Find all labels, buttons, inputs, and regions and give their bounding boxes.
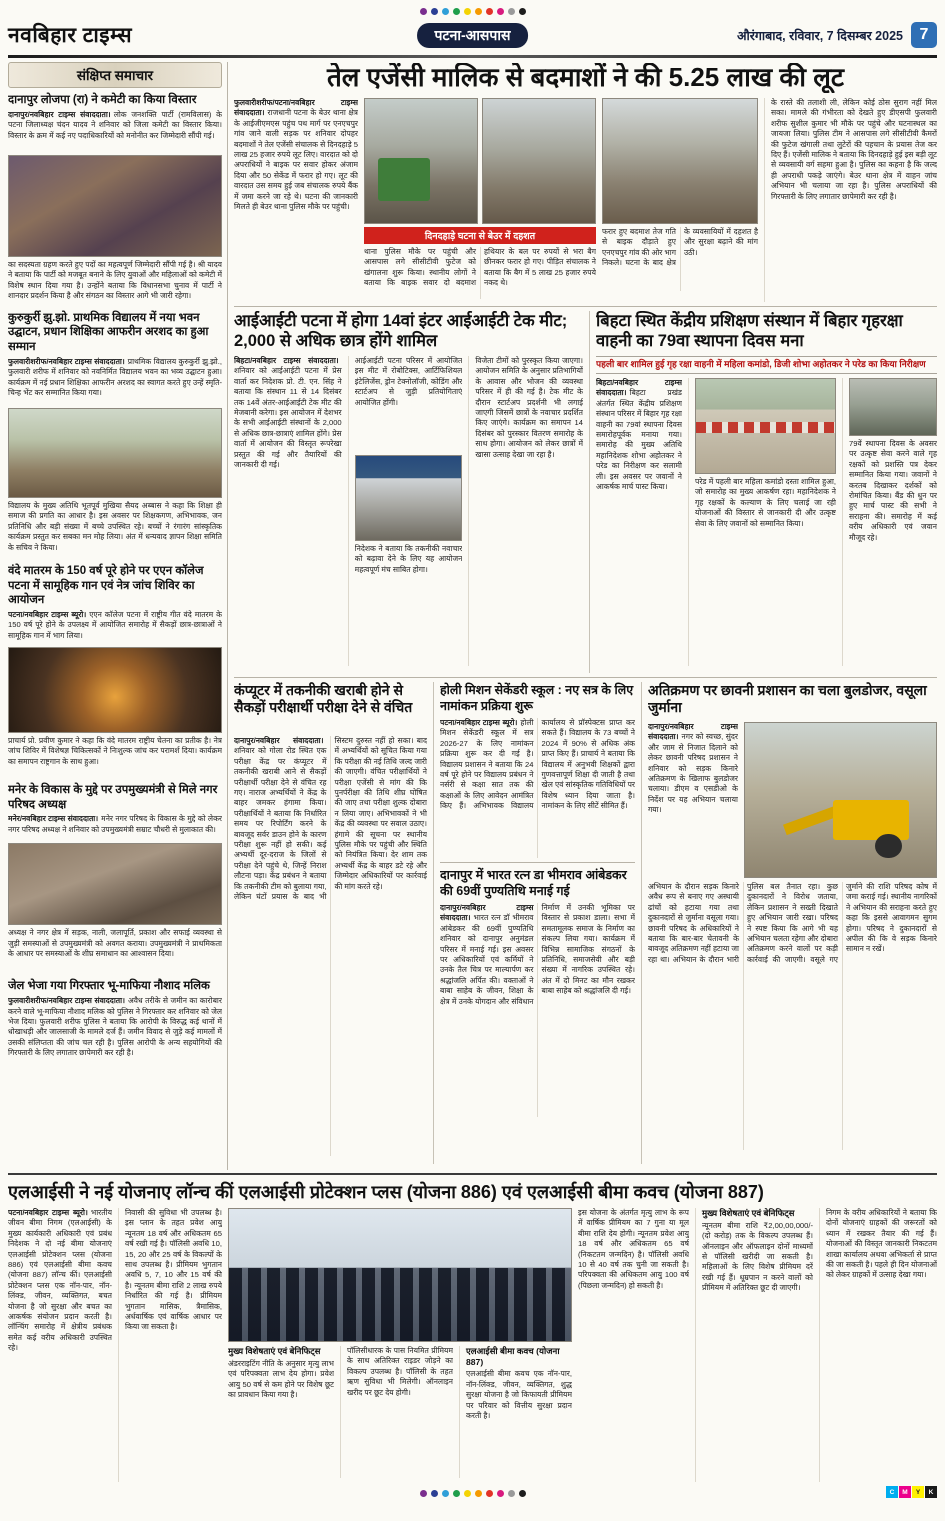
- article-computer-exam-failure: [234, 682, 434, 1164]
- lic-photo-block: [228, 1208, 572, 1482]
- photo-lamp-lighting: [8, 647, 222, 733]
- registration-dots-top: [8, 5, 937, 17]
- paper-name: नवबिहार टाइम्स: [8, 24, 133, 47]
- holi-body: पटना/नवबिहार टाइम्स ब्यूरो। होली मिशन सेकेंडरी स्कूल में सत्र 2026-27 के लिए नामांकन प्रक्रिया शुरू कर दी गई है। विद्यालय प्रशासन ने बताया कि 24 वर्ष पूरे होने पर विद्यालय प्रबंधन ने नर्सरी से कक्षा सात तक की कक्षाओं के लिए आवेदन आमंत्रित किए हैं। अभिभावक विद्यालय कार्यालय से प्रॉस्पेक्टस प्राप्त कर सकते हैं। विद्यालय के 73 बच्चों ने 2024 में 90% से अधिक अंक प्राप्त किए हैं। प्राचार्य ने बताया कि विद्यालय में अनुभवी शिक्षकों द्वारा गुणवत्तापूर्ण शिक्षा दी जाती है तथा खेल एवं सांस्कृतिक गतिविधियों पर विशेष ध्यान दिया जाता है। नामांकन के लिए सीटें सीमित हैं।: [440, 717, 635, 811]
- color-dot: [497, 8, 504, 15]
- article-bulldozer-encroachment: [642, 682, 937, 1164]
- masthead: [8, 17, 937, 53]
- lic-right-column-2: [695, 1208, 813, 1482]
- lic-mini-text: पॉलिसीधारक के पास नियमित प्रीमियम के साथ अतिरिक्त राइडर जोड़ने का विकल्प उपलब्ध है। पॉलिसी के तहत ऋण सुविधा भी मिलेगी। ऑनलाइन खरीद पर छूट देय होगी।: [347, 1346, 453, 1397]
- brief-body: दानापुर/नवबिहार टाइम्स संवाददाता। लोक जनशक्ति पार्टी (रामविलास) के पटना जिलाध्यक्ष चंदन यादव ने शनिवार को जिला कमेटी का विस्तार किया। विस्तार के क्रम में कई नए पदाधिकारियों को मनोनीत कर जिम्मेदारी सौंपी गई।: [8, 109, 222, 140]
- brief-news-column: [8, 62, 228, 1170]
- cmyk-black-square: K: [925, 1486, 937, 1498]
- photo-school-building: [8, 408, 222, 498]
- photo-meeting: [8, 843, 222, 925]
- lead-photo-block: [364, 98, 596, 302]
- lic-subhead: एलआईसी बीमा कवच (योजना 887): [466, 1346, 560, 1367]
- masthead-rule: [8, 55, 937, 58]
- photo-dg-officer: [849, 378, 937, 436]
- brief-headline: कुरुकुर्री झु.झो. प्राथमिक विद्यालय में नया भवन उद्घाटन, प्रधान शिक्षिका आफरीन अरशद का हुआ सम्मान: [8, 311, 209, 354]
- lic-right-text: न्यूनतम बीमा राशि ₹2,00,00,000/- (दो करोड़) तक के विकल्प उपलब्ध हैं। ऑनलाइन और ऑफलाइन दोनों माध्यमों से पॉलिसी खरीदी जा सकती है। महिलाओं के लिए विशेष प्रीमियम दरें रखी गई हैं। धूम्रपान न करने वालों को प्रीमियम में अतिरिक्त छूट दी जाएगी।: [702, 1220, 813, 1293]
- lead-photo-block-right: [602, 98, 758, 302]
- brief-body: मनेर/नवबिहार टाइम्स संवाददाता। मनेर नगर परिषद के विकास के मुद्दे को लेकर नगर परिषद अध्यक्ष ने शनिवार को उपमुख्यमंत्री सम्राट चौधरी से मुलाकात की।: [8, 814, 222, 834]
- photo-loot-scene-1: [364, 98, 478, 224]
- photo-caption-red: दिनदहाड़े घटना से बेउर में दहशत: [364, 227, 596, 244]
- page-footer: [8, 1484, 937, 1502]
- bulldozer-body-shape: [833, 800, 909, 840]
- brief-news-header: संक्षिप्त समाचार: [8, 62, 222, 88]
- homeguard-headline: बिहटा स्थित केंद्रीय प्रशिक्षण संस्थान में बिहार गृहरक्षा वाहनी का 79वा स्थापना दिवस मना: [596, 311, 903, 351]
- holi-headline: होली मिशन सेकेंडरी स्कूल : नए सत्र के लिए नामांकन प्रक्रिया शुरू: [440, 682, 634, 714]
- lead-text-under-photos: थाना पुलिस मौके पर पहुंची और आसपास लगे सीसीटीवी फुटेज को खंगालना शुरू किया। स्थानीय लोगों ने बताया कि बाइक सवार दो बदमाश हथियार के बल पर रुपयों से भरा बैग छीनकर फरार हो गए। पीड़ित संचालक ने बताया कि बैग में 5 लाख 25 हजार रुपये नकद थे।: [364, 246, 596, 288]
- lic-mini-column-3: [459, 1346, 572, 1478]
- photo-press-conference: [355, 455, 463, 541]
- brief-article-land-mafia: [8, 979, 222, 1100]
- lead-story: [234, 98, 937, 302]
- article-iit-tech-meet: [234, 311, 590, 673]
- brief-article-lojpa: [8, 93, 222, 306]
- lic-column-1: पटना/नवबिहार टाइम्स ब्यूरो। भारतीय जीवन बीमा निगम (एलआईसी) के मुख्य कार्यकारी अधिकारी एवं प्रबंध निदेशक ने दो नई बीमा योजनाएं एलआईसी प्रोटेक्शन प्लस (योजना 886) एवं एलआईसी बीमा कवच (योजना 887) लॉन्च कीं। एलआईसी प्रोटेक्शन प्लस एक नॉन-पार, नॉन-लिंक्ड, जीवन, व्यक्तिगत, बचत योजना है जो सुरक्षा और बचत का आकर्षक संयोजन प्रदान करती है। लॉन्चिंग समारोह में क्षेत्रीय प्रबंधक समेत कई वरीय अधिकारी उपस्थित रहे।: [8, 1208, 112, 1353]
- color-dot: [486, 1490, 493, 1497]
- brief-headline: मनेर के विकास के मुद्दे पर उपमुख्यमंत्री से मिले नगर परिषद अध्यक्ष: [8, 784, 218, 811]
- iit-column-1: बिहटा/नवबिहार टाइम्स संवाददाता।शनिवार को आईआईटी पटना में प्रेस वार्ता कर निदेशक प्रो. टी. एन. सिंह ने बताया कि संस्थान 11 से 14 दिसंबर तक 14वें अंतर-आईआईटी टेक मीट की मेजबानी करेगा। इस आयोजन में देशभर के सभी आईआईटी संस्थानों के 2,000 से अधिक छात्र-छात्राएं शामिल होंगे। प्रेस वार्ता में आयोजन की विस्तृत रूपरेखा प्रस्तुत की गई और तैयारियों की जानकारी दी गई।: [234, 355, 342, 469]
- brief-body: फुलवारीशरीफ/नवबिहार टाइम्स संवाददाता। प्राथमिक विद्यालय कुरुकुर्री झु.झो., फुलवारी शरीफ में शनिवार को नवनिर्मित विद्यालय भवन का भव्य उद्घाटन हुआ। कार्यक्रम में नई प्रधान शिक्षिका आफरीन अरशद का स्वागत करते हुए उन्हें स्मृति-चिन्ह भेंट कर सम्मानित किया गया।: [8, 356, 222, 398]
- color-dot: [420, 8, 427, 15]
- bulldozer-body-text: अभियान के दौरान सड़क किनारे अवैध रूप से बनाए गए अस्थायी ढांचों को हटाया गया तथा दुकानदारों से जुर्माना वसूला गया। छावनी परिषद के अधिकारियों ने बताया कि बार-बार चेतावनी के बावजूद अतिक्रमण नहीं हटाया जा रहा था। अभियान के दौरान भारी पुलिस बल तैनात रहा। कुछ दुकानदारों ने विरोध जताया, लेकिन प्रशासन ने सख्ती दिखाते हुए अभियान जारी रखा। परिषद ने स्पष्ट किया कि आगे भी यह अभियान चलता रहेगा और दोबारा अतिक्रमण करने वालों पर कड़ी कार्रवाई की जाएगी। वसूले गए जुर्माने की राशि परिषद कोष में जमा कराई गई। स्थानीय नागरिकों ने अभियान की सराहना करते हुए कहा कि इससे आवागमन सुगम होगा। परिषद ने दुकानदारों से अपील की कि वे सड़क किनारे सामान न रखें।: [648, 881, 937, 964]
- iit-text-above-photo: आईआईटी पटना परिसर में आयोजित इस मीट में रोबोटिक्स, आर्टिफिशियल इंटेलिजेंस, ड्रोन टेक्नोलॉजी, कोडिंग और स्टार्टअप से जुड़ी प्रतियोगिताएं आयोजित होंगी।: [354, 355, 463, 407]
- third-row: [234, 682, 937, 1164]
- main-news-area: [228, 62, 937, 1170]
- date-line: औरंगाबाद, रविवार, 7 दिसम्बर 2025: [736, 28, 903, 43]
- cmyk-yellow-square: Y: [912, 1486, 924, 1498]
- section-badge: पटना-आसपास: [417, 23, 529, 48]
- brief-headline: वंदे मातरम के 150 वर्ष पूरे होने पर एएन कॉलेज पटना में सामूहिक गान एवं नेत्र जांच शिविर का आयोजन: [8, 564, 204, 607]
- color-dot: [475, 1490, 482, 1497]
- middle-column: [434, 682, 642, 1164]
- computer-body: दानापुर/नवबिहार संवाददाता।शनिवार को गोला रोड स्थित एक परीक्षा केंद्र पर कंप्यूटर में तकनीकी खराबी आने से सैकड़ों परीक्षार्थी परीक्षा देने से वंचित रह गए। नाराज अभ्यर्थियों ने केंद्र के बाहर जमकर हंगामा किया। परीक्षार्थियों ने बताया कि निर्धारित समय पर रिपोर्टिंग करने के बावजूद सर्वर डाउन होने के कारण परीक्षा शुरू नहीं हो सकी। कई अभ्यर्थी दूर-दराज के जिलों से परीक्षा देने पहुंचे थे, जिन्हें निराश लौटना पड़ा। केंद्र प्रबंधन ने बताया कि तकनीकी टीम को बुलाया गया, लेकिन घंटों प्रयास के बाद भी सिस्टम दुरुस्त नहीं हो सका। बाद में अभ्यर्थियों को सूचित किया गया कि परीक्षा की नई तिथि जल्द जारी की जाएगी। वंचित परीक्षार्थियों ने परीक्षा एजेंसी से मांग की कि पुनर्परीक्षा की तिथि शीघ्र घोषित की जाए तथा परीक्षा शुल्क दोबारा न लिया जाए। अभिभावकों ने भी केंद्र की व्यवस्था पर सवाल उठाए। हंगामे की सूचना पर स्थानीय पुलिस मौके पर पहुंची और स्थिति को नियंत्रित किया। देर शाम तक अभ्यर्थी केंद्र के बाहर डटे रहे और जिम्मेदार अधिकारियों पर कार्रवाई की मांग करते रहे।: [234, 735, 427, 901]
- color-dot: [508, 1490, 515, 1497]
- photo-lojpa-committee: [8, 155, 222, 257]
- color-dot: [464, 1490, 471, 1497]
- article-home-guard-anniversary: [590, 311, 937, 673]
- bulldozer-headline: अतिक्रमण पर छावनी प्रशासन का चला बुलडोजर, वसूला जुर्माना: [648, 681, 927, 716]
- photo-lic-launch-group: [228, 1208, 572, 1342]
- green-vehicle-shape: [378, 158, 430, 200]
- color-dot: [508, 8, 515, 15]
- homeguard-text-under-photo: परेड में पहली बार महिला कमांडो दस्ता शामिल हुआ, जो समारोह का मुख्य आकर्षण रहा। महानिदेशक ने गृह रक्षकों के कल्याण के लिए चलाई जा रही योजनाओं की विस्तार से जानकारी दी और उत्कृष्ट सेवा के लिए जवानों को सम्मानित किया।: [695, 476, 836, 528]
- article-ambedkar-anniversary: [440, 867, 635, 1117]
- brief-headline: दानापुर लोजपा (रा) ने कमेटी का किया विस्तार: [8, 94, 197, 106]
- section-divider: [440, 862, 635, 863]
- color-dot: [431, 1490, 438, 1497]
- cmyk-cyan-square: C: [886, 1486, 898, 1498]
- color-dot: [486, 8, 493, 15]
- color-dot: [519, 1490, 526, 1497]
- photo-loot-scene-3: [602, 98, 758, 224]
- lic-mini-text: एलआईसी बीमा कवच एक नॉन-पार, नॉन-लिंक्ड, जीवन, व्यक्तिगत, शुद्ध सुरक्षा योजना है जो किफायती प्रीमियम पर परिवार को वित्तीय सुरक्षा प्रदान करती है।: [466, 1369, 572, 1421]
- computer-headline: कंप्यूटर में तकनीकी खराबी होने से सैकड़ों परीक्षार्थी परीक्षा देने से वंचित: [234, 681, 413, 716]
- brief-body-continued: प्राचार्य प्रो. प्रवीण कुमार ने कहा कि वंदे मातरम राष्ट्रीय चेतना का प्रतीक है। नेत्र जांच शिविर में विशेषज्ञ चिकित्सकों ने निःशुल्क जांच कर परामर्श दिया। कार्यक्रम का समापन राष्ट्रगान के साथ हुआ।: [8, 736, 222, 766]
- lead-column-1: फुलवारीशरीफ/पटना/नवबिहार टाइम्स संवाददाता। राजधानी पटना के बेउर थाना क्षेत्र के आईजीएमएस पहुंच पथ मार्ग पर एनएचपुर गांव जाने वाली सड़क पर शनिवार दोपहर बदमाशों ने तेल एजेंसी संचालक से दिनदहाड़े 5 लाख 25 हजार रुपये लूट लिए। वारदात को दो अपराधियों ने बाइक पर सवार होकर अंजाम दिया और 50 सेकेंड में फरार हो गए। लूट की वारदात उस समय हुई जब संचालक रुपये बैंक में जमा करने जा रहे थे। घटना की जानकारी मिलते ही बेउर थाना पुलिस मौके पर पहुंची।: [234, 97, 358, 211]
- color-dot: [497, 1490, 504, 1497]
- lic-right-column-3: निगम के वरीय अधिकारियों ने बताया कि दोनों योजनाएं ग्राहकों की जरूरतों को ध्यान में रखकर तैयार की गई हैं। योजनाओं की विस्तृत जानकारी निकटतम शाखा कार्यालय अथवा अभिकर्ता से प्राप्त की जा सकती है। पहले ही दिन योजनाओं को लेकर ग्राहकों में उत्साह देखा गया।: [819, 1208, 937, 1482]
- bulldozer-column-1: दानापुर/नवबिहार टाइम्स संवाददाता। नगर को स्वच्छ, सुंदर और जाम से निजात दिलाने को लेकर छावनी परिषद प्रशासन ने शनिवार को सड़क किनारे अतिक्रमण के खिलाफ बुलडोजर चलाया। डीएम व एसडीओ के निर्देश पर यह अभियान चलाया गया।: [648, 721, 738, 815]
- color-dot: [475, 8, 482, 15]
- lic-subhead: मुख्य विशेषताएं एवं बेनिफिट्स: [228, 1346, 321, 1356]
- lic-mini-column-1: [228, 1346, 334, 1478]
- main-content: [8, 62, 937, 1170]
- second-row: [234, 311, 937, 673]
- homeguard-column-3: [842, 378, 937, 666]
- masthead-right: [737, 22, 937, 48]
- cmyk-magenta-square: M: [899, 1486, 911, 1498]
- section-divider: [234, 677, 937, 678]
- lead-text-under-right-photo: फरार हुए बदमाश तेज गति से बाइक दौड़ाते हुए एनएचपुर गांव की ओर भाग निकले। घटना के बाद क्षेत्र के व्यवसायियों में दहशत है और सुरक्षा बढ़ाने की मांग उठी।: [602, 226, 758, 268]
- cmyk-print-marks: [886, 1486, 937, 1498]
- color-dot: [519, 8, 526, 15]
- brief-article-school-inauguration: [8, 311, 222, 559]
- homeguard-column-1: बिहटा/नवबिहार टाइम्स संवाददाता। बिहटा प्रखंड अंतर्गत स्थित केंद्रीय प्रशिक्षण संस्थान परिसर में बिहार गृह रक्षा वाहनी का 79वां स्थापना दिवस समारोहपूर्वक मनाया गया। समारोह की मुख्य अतिथि महानिदेशक शोभा अहोतकर ने परेड का निरीक्षण कर सलामी ली। इस अवसर पर जवानों ने आकर्षक मार्च पास्ट किया।: [596, 377, 682, 491]
- iit-text-below-photo: निदेशक ने बताया कि तकनीकी नवाचार को बढ़ावा देने के लिए यह आयोजन महत्वपूर्ण मंच साबित होगा।: [354, 543, 463, 574]
- homeguard-subhead: पहली बार शामिल हुई गृह रक्षा वाहनी में महिला कमांडो, डिजी शोभा अहोतकर ने परेड का किया निरीक्षण: [596, 356, 937, 374]
- brief-body: फुलवारीशरीफ/नवबिहार टाइम्स संवाददाता। अवैध तरीके से जमीन का कारोबार करने वाले भू-माफिया नौशाद मलिक को पुलिस ने गिरफ्तार कर शनिवार को जेल भेज दिया। फुलवारी शरीफ पुलिस ने बताया कि आरोपी के विरुद्ध कई थानों में धोखाधड़ी और जालसाजी के मामले दर्ज हैं। जमीन विवाद से जुड़े कई मामलों में उसकी संलिप्तता की जांच चल रही है। पुलिस आरोपी के अन्य सहयोगियों की गिरफ्तारी के लिए लगातार छापेमारी कर रही है।: [8, 996, 222, 1058]
- ambedkar-body: दानापुर/नवबिहार टाइम्स संवाददाता। भारत रत्न डॉ भीमराव आंबेडकर की 69वीं पुण्यतिथि शनिवार को दानापुर अनुमंडल परिसर में मनाई गई। इस अवसर पर अधिकारियों एवं कर्मियों ने उनके तैल चित्र पर माल्यार्पण कर श्रद्धांजलि अर्पित की। वक्ताओं ने बाबा साहेब के जीवन, शिक्षा के क्षेत्र में उनके योगदान और संविधान निर्माण में उनकी भूमिका पर विस्तार से प्रकाश डाला। सभा में समतामूलक समाज के निर्माण का संकल्प लिया गया। कार्यक्रम में विभिन्न सामाजिक संगठनों के प्रतिनिधि, समाजसेवी और बड़ी संख्या में नागरिक उपस्थित रहे। अंत में दो मिनट का मौन रखकर बाबा साहेब को श्रद्धांजलि दी गई।: [440, 902, 635, 1006]
- homeguard-text-right: 79वें स्थापना दिवस के अवसर पर उत्कृष्ट सेवा करने वाले गृह रक्षकों को प्रशस्ति पत्र देकर सम्मानित किया गया। जवानों ने करतब दिखाकर दर्शकों को रोमांचित किया। बैंड की धुन पर हुए मार्च पास्ट की सभी ने सराहना की। समारोह में कई वरीय अधिकारी एवं जवान मौजूद रहे।: [849, 438, 937, 542]
- lic-right-column-1: इस योजना के अंतर्गत मृत्यु लाभ के रूप में वार्षिक प्रीमियम का 7 गुना या मूल बीमा राशि देय होगी। न्यूनतम प्रवेश आयु 18 वर्ष और अधिकतम 65 वर्ष (निकटतम जन्मदिन) है। पॉलिसी अवधि 10 से 40 वर्ष तक चुनी जा सकती है। परिपक्वता की अधिकतम आयु 100 वर्ष (पिछला जन्मदिन) हो सकती है।: [578, 1208, 689, 1290]
- color-dot: [442, 1490, 449, 1497]
- homeguard-photo-column: [688, 378, 836, 666]
- section-divider: [234, 306, 937, 307]
- brief-article-maner-mayor: [8, 783, 222, 974]
- color-dot: [464, 8, 471, 15]
- lic-mini-column-2: [340, 1346, 453, 1478]
- iit-column-2: [348, 356, 463, 666]
- color-dot: [442, 8, 449, 15]
- parade-band-shape: [696, 422, 835, 433]
- color-dot: [453, 8, 460, 15]
- photo-bulldozer: [744, 722, 937, 878]
- lic-column-2: निवासी की सुविधा भी उपलब्ध है। इस प्लान के तहत प्रवेश आयु न्यूनतम 18 वर्ष और अधिकतम 65 वर्ष रखी गई है। पॉलिसी अवधि 10, 15, 20 और 25 वर्ष के विकल्पों के साथ उपलब्ध है। प्रीमियम भुगतान अवधि 5, 7, 10 और 15 वर्ष की है। न्यूनतम बीमा राशि 2 लाख रुपये निर्धारित की गई है। प्रीमियम भुगतान मासिक, त्रैमासिक, अर्धवार्षिक एवं वार्षिक आधार पर किया जा सकता है।: [118, 1208, 222, 1482]
- article-holy-mission-admission: [440, 682, 635, 858]
- registration-dots-bottom: [420, 1487, 526, 1499]
- brief-body-continued: का सदस्यता ग्रहण करते हुए पदों का महत्वपूर्ण जिम्मेदारी सौंपी गई है। श्री यादव ने बताया कि पार्टी को मजबूत बनाने के लिए युवाओं और महिलाओं को कमेटी में विशेष स्थान दिया गया है। उन्होंने बताया कि विधानसभा चुनाव में पार्टी ने शानदार प्रदर्शन किया है और संगठन का विस्तार आगे भी जारी रहेगा।: [8, 259, 222, 300]
- photo-parade: [695, 378, 836, 474]
- lic-subhead: मुख्य विशेषताएं एवं बेनिफिट्स: [702, 1208, 795, 1218]
- lead-headline: तेल एजेंसी मालिक से बदमाशों ने की 5.25 लाख की लूट: [326, 63, 844, 92]
- color-dot: [431, 8, 438, 15]
- iit-column-3: विजेता टीमों को पुरस्कृत किया जाएगा। आयोजन समिति के अनुसार प्रतिभागियों के आवास और भोजन की व्यवस्था परिसर में ही की गई है। टेक मीट के दौरान स्टार्टअप प्रदर्शनी भी लगाई जाएगी जिसमें छात्रों के नवाचार प्रदर्शित किए जाएंगे। कार्यक्रम का समापन 14 दिसंबर को पुरस्कार वितरण समारोह के साथ होगा। आयोजन को लेकर छात्रों में खासा उत्साह देखा जा रहा है।: [468, 356, 583, 666]
- color-dot: [453, 1490, 460, 1497]
- color-dot: [420, 1490, 427, 1497]
- lic-mini-text: अंडरराइटिंग नीति के अनुसार मृत्यु लाभ एवं परिपक्वता लाभ देय होगा। प्रवेश आयु 50 वर्ष से कम होने पर विशेष छूट का प्रावधान किया गया है।: [228, 1358, 334, 1399]
- brief-body-continued: विद्यालय के मुख्य अतिथि भूतपूर्व मुखिया सैयद अब्बास ने कहा कि शिक्षा ही समाज की प्रगति का आधार है। इस अवसर पर शिक्षकगण, अभिभावक, जन प्रतिनिधि और बड़ी संख्या में बच्चे उपस्थित रहे। बच्चों ने रंगारंग सांस्कृतिक कार्यक्रम प्रस्तुत कर सबका मन मोह लिया। अंत में धन्यवाद ज्ञापन शिक्षा समिति के सचिव ने किया।: [8, 500, 222, 552]
- page-number-badge: 7: [911, 22, 937, 48]
- brief-body-continued: अध्यक्ष ने नगर क्षेत्र में सड़क, नाली, जलापूर्ति, प्रकाश और सफाई व्यवस्था से जुड़ी समस्याओं से उपमुख्यमंत्री को अवगत कराया। उपमुख्यमंत्री ने प्राथमिकता के आधार पर समस्याओं के शीघ्र समाधान का आश्वासन दिया।: [8, 928, 222, 959]
- iit-headline: आईआईटी पटना में होगा 14वां इंटर आईआईटी टेक मीट; 2,000 से अधिक छात्र होंगे शामिल: [234, 311, 568, 351]
- brief-body: पटना/नवबिहार टाइम्स ब्यूरो। एएन कॉलेज पटना में राष्ट्रीय गीत वंदे मातरम के 150 वर्ष पूरे होने के उपलक्ष्य में आयोजित समारोह में सैकड़ों छात्र-छात्राओं ने सामूहिक गान में भाग लिया।: [8, 610, 222, 640]
- bulldozer-wheel-shape: [875, 834, 902, 859]
- brief-headline: जेल भेजा गया गिरफ्तार भू-माफिया नौशाद मलिक: [8, 980, 210, 993]
- photo-loot-scene-2: [482, 98, 596, 224]
- lic-launch-section: [8, 1173, 937, 1482]
- brief-article-vande-mataram: [8, 564, 222, 778]
- lic-headline: एलआईसी ने नई योजनाए लॉन्च कीं एलआईसी प्रोटेक्शन प्लस (योजना 886) एवं एलआईसी बीमा कवच (योजना 887): [8, 1182, 764, 1202]
- lead-column-4: के रास्ते की तलाशी ली, लेकिन कोई ठोस सुराग नहीं मिल सका। मामले की गंभीरता को देखते हुए डीएसपी फुलवारी शरीफ सुशील कुमार भी मौके पर पहुंचे और घटनास्थल का जायजा लिया। पुलिस टीम ने आसपास लगे सीसीटीवी कैमरों की फुटेज खंगाली तथा लुटेरों की पहचान के प्रयास तेज कर दिए हैं। एजेंसी मालिक ने बताया कि दिनदहाड़े हुई इस बड़ी लूट से व्यवसायी वर्ग सहमा हुआ है। पुलिस का कहना है कि जल्द ही अपराधी पकड़े जाएंगे। बेउर थाना क्षेत्र में वाहन जांच अभियान भी चलाया जा रहा है। पुलिस अपराधियों की गिरफ्तारी के लिए लगातार छापेमारी कर रही है।: [764, 98, 937, 302]
- ambedkar-headline: दानापुर में भारत रत्न डा भीमराव आंबेडकर की 69वीं पुण्यतिथि मनाई गई: [440, 867, 627, 899]
